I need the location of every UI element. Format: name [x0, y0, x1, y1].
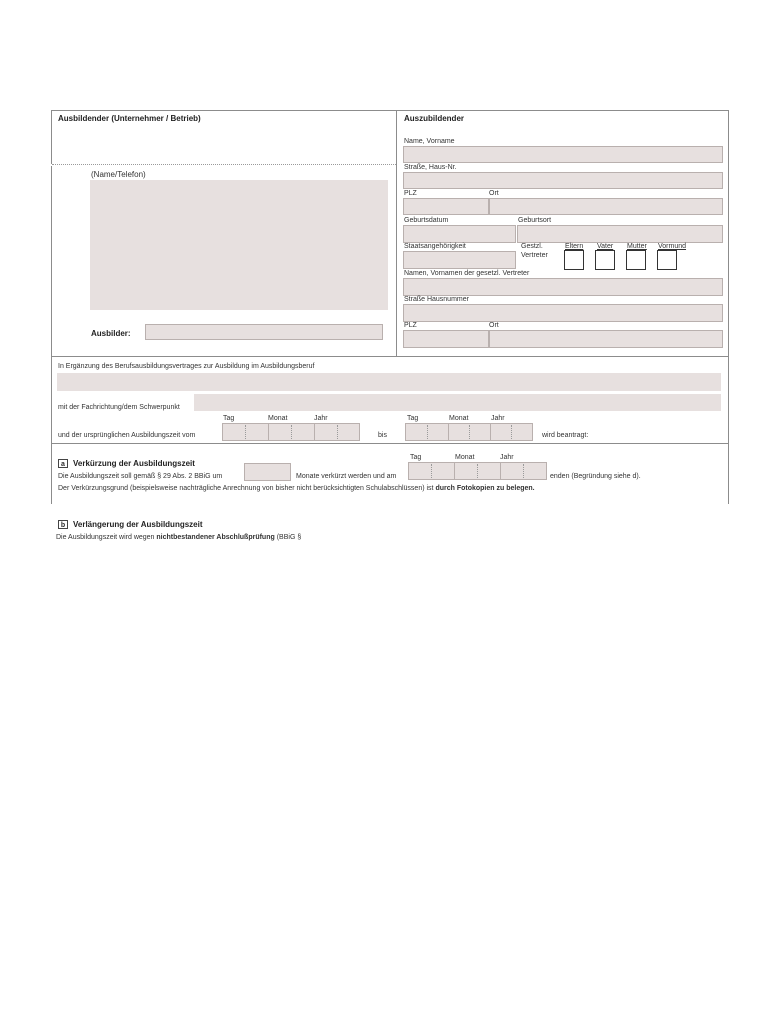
bis-datum-divider-1 [427, 425, 428, 439]
gesetzl-label: Gestzl. [521, 243, 543, 250]
eltern-label: Eltern [565, 243, 584, 250]
section-a-tag-label: Tag [410, 454, 422, 461]
section-b-text [56, 534, 301, 542]
bis-datum-divider-3 [469, 425, 470, 439]
bis-datum-divider-4 [490, 423, 491, 441]
name-vorname-field[interactable] [403, 146, 723, 163]
von-datum-divider-5 [337, 425, 338, 439]
bis-datum-divider-2 [448, 423, 449, 441]
frame-left-lower [51, 166, 52, 356]
vertreter-strasse-label: Straße Hausnummer [404, 296, 469, 303]
section-b-letter: b [58, 520, 68, 529]
section-a-grund-normal: Der Verkürzungsgrund (beispielsweise nachträgliche Anrechnung von bisher nicht berücksichtigten Schulabschlüssen) ist [58, 485, 434, 492]
bis-label: bis [378, 432, 387, 439]
section-a-monate-text: Monate verkürzt werden und am [296, 473, 397, 480]
frame-top [51, 110, 729, 111]
section-a-heading: Verkürzung der Ausbildungszeit [73, 459, 195, 468]
section-b-heading: Verlängerung der Ausbildungszeit [73, 520, 203, 529]
von-datum-divider-2 [268, 423, 269, 441]
geburtsdatum-field[interactable] [403, 225, 516, 243]
vertreter-strasse-field[interactable] [403, 304, 723, 322]
strasse-label: Straße, Haus-Nr. [404, 164, 457, 171]
bis-datum-divider-5 [511, 425, 512, 439]
von-datum-divider-4 [314, 423, 315, 441]
vater-checkbox[interactable] [595, 250, 615, 270]
frame-middle [396, 110, 397, 356]
staatsangehoerigkeit-field[interactable] [403, 251, 516, 269]
von-datum-divider-3 [291, 425, 292, 439]
vertreter-ort-label: Ort [489, 322, 499, 329]
vormund-checkbox[interactable] [657, 250, 677, 270]
bis-tag-label: Tag [407, 415, 419, 422]
eltern-checkbox[interactable] [564, 250, 584, 270]
verkuerzung-datum-divider-4 [500, 462, 501, 480]
ort-label: Ort [489, 190, 499, 197]
name-vorname-label: Name, Vorname [404, 138, 455, 145]
verkuerzung-datum-divider-1 [431, 464, 432, 478]
verkuerzung-monate-field[interactable] [244, 463, 291, 481]
frame-right-section2 [728, 356, 729, 504]
verkuerzung-datum-divider-2 [454, 462, 455, 480]
bis-jahr-label: Jahr [491, 415, 505, 422]
von-jahr-label: Jahr [314, 415, 328, 422]
section-b-text-start: Die Ausbildungszeit wird wegen [56, 534, 155, 541]
verkuerzung-datum-divider-3 [477, 464, 478, 478]
von-monat-label: Monat [268, 415, 288, 422]
plz-label: PLZ [404, 190, 417, 197]
section-a-soll-text: Die Ausbildungszeit soll gemäß § 29 Abs. 2 BBiG um [58, 473, 223, 480]
geburtsort-field[interactable] [517, 225, 723, 243]
plz-field[interactable] [403, 198, 489, 215]
vormund-label: Vormund [658, 243, 687, 250]
auszubildender-heading: Auszubildender [404, 114, 465, 123]
vertreter-plz-field[interactable] [403, 330, 489, 348]
vertreter-namen-field[interactable] [403, 278, 723, 296]
bis-monat-label: Monat [449, 415, 469, 422]
staatsangehoerigkeit-label: Staatsangehörigkeit [404, 243, 466, 250]
frame-section-divider [51, 443, 729, 444]
ursprunglich-label: und der ursprünglichen Ausbildungszeit vom [58, 432, 196, 439]
mutter-label: Mutter [627, 243, 647, 250]
section-a-enden-text: enden (Begründung siehe d). [550, 473, 641, 480]
frame-left-upper [51, 110, 52, 164]
section-a-grund-bold: durch Fotokopien zu belegen. [435, 485, 535, 492]
ausbildender-name-field[interactable] [90, 180, 388, 310]
frame-right [728, 110, 729, 356]
strasse-field[interactable] [403, 172, 723, 189]
mutter-checkbox[interactable] [626, 250, 646, 270]
vater-label: Vater [597, 243, 614, 250]
geburtsort-label: Geburtsort [518, 217, 552, 224]
von-tag-label: Tag [223, 415, 235, 422]
section-b-text-end: (BBiG § [276, 534, 302, 541]
section-a-jahr-label: Jahr [500, 454, 514, 461]
fachrichtung-label: mit der Fachrichtung/dem Schwerpunkt [58, 404, 180, 411]
beruf-label: In Ergänzung des Berufsausbildungsvertrages zur Ausbildung im Ausbildungsberuf [58, 363, 315, 370]
ort-field[interactable] [489, 198, 723, 215]
fachrichtung-field[interactable] [194, 394, 721, 411]
beantragt-label: wird beantragt: [542, 432, 589, 439]
verkuerzung-datum-divider-5 [523, 464, 524, 478]
ausbilder-label: Ausbilder: [91, 329, 131, 338]
section-a-letter: a [58, 459, 68, 468]
vertreter-plz-label: PLZ [404, 322, 417, 329]
section-a-grund-text [58, 485, 535, 493]
ausbildungsberuf-field[interactable] [57, 373, 721, 391]
frame-mid-bottom [51, 356, 729, 357]
geburtsdatum-label: Geburtsdatum [404, 217, 449, 224]
frame-left-section2 [51, 356, 52, 504]
vertreter-ort-field[interactable] [489, 330, 723, 348]
von-datum-divider-1 [245, 425, 246, 439]
ausbildender-heading: Ausbildender (Unternehmer / Betrieb) [58, 114, 201, 123]
vertreter-label: Vertreter [521, 252, 548, 259]
frame-dotted-separator [52, 164, 396, 165]
section-a-monat-label: Monat [455, 454, 475, 461]
ausbilder-field[interactable] [145, 324, 383, 340]
name-telefon-label: (Name/Telefon) [91, 170, 146, 179]
section-b-text-bold: nichtbestandener Abschlußprüfung [156, 534, 275, 541]
vertreter-namen-label: Namen, Vornamen der gesetzl. Vertreter [404, 270, 530, 277]
